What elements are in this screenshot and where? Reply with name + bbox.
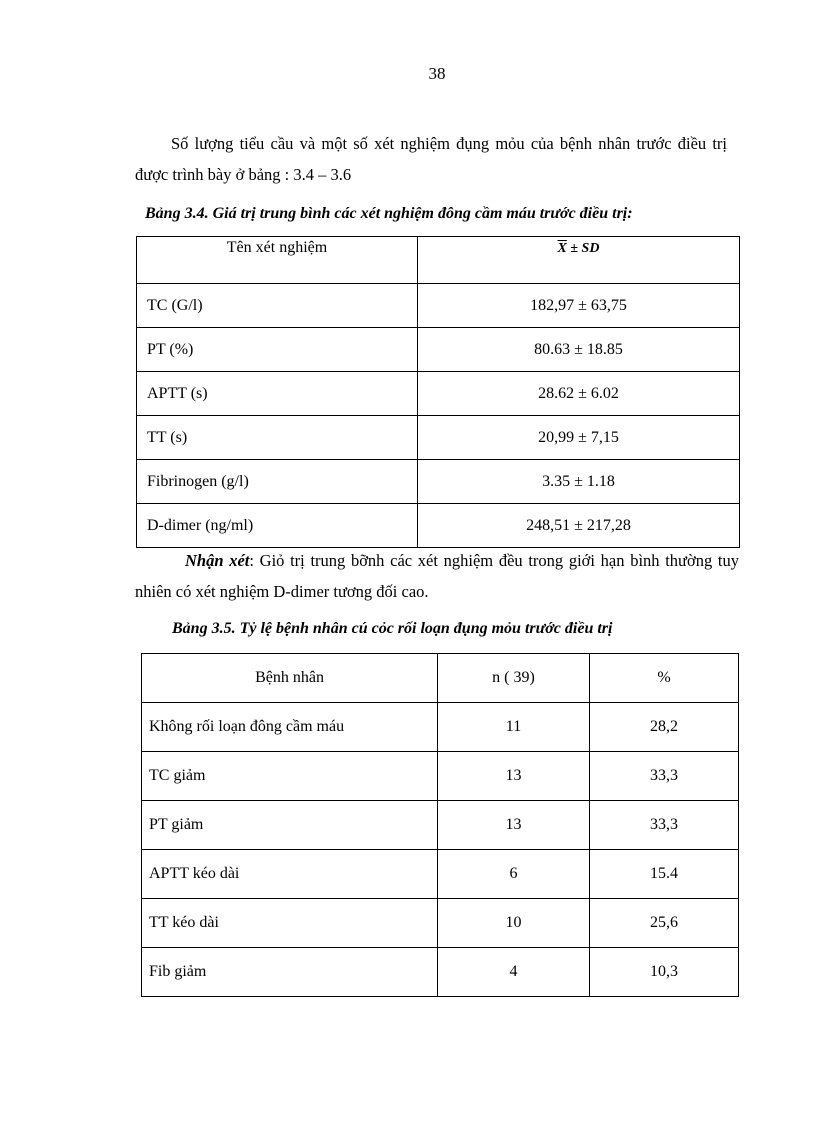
count-cell: 13 [438,801,590,850]
table-row [137,284,740,328]
header-patient: Bệnh nhân [142,654,438,703]
coagulation-disorder-table [141,653,739,997]
table-header-row [142,654,739,703]
test-value-cell: 80.63 ± 18.85 [418,328,740,372]
percent-cell: 15.4 [590,850,739,899]
table-row [142,899,739,948]
table-row [142,948,739,997]
count-cell: 13 [438,752,590,801]
count-cell: 6 [438,850,590,899]
test-value-cell: 248,51 ± 217,28 [418,504,740,548]
table-row [142,801,739,850]
percent-cell: 33,3 [590,752,739,801]
disorder-label-cell: Không rối loạn đông cầm máu [142,703,438,752]
table2-caption: Bảng 3.5. Tỷ lệ bệnh nhân cú cỏc rối loạn đụng mỏu trước điều trị [172,620,613,637]
table-header-row [137,237,740,284]
remark-paragraph [135,545,739,607]
disorder-label-cell: PT giảm [142,801,438,850]
disorder-label-cell: APTT kéo dài [142,850,438,899]
table-row [137,372,740,416]
percent-cell: 33,3 [590,801,739,850]
percent-cell: 25,6 [590,899,739,948]
header-test-name: Tên xét nghiệm [137,237,418,284]
coagulation-mean-table [136,236,740,548]
table-row [137,460,740,504]
table-row [137,416,740,460]
mean-symbol: $\overline{X}$ [557,241,567,256]
test-name-cell: APTT (s) [137,372,418,416]
percent-cell: 28,2 [590,703,739,752]
remark-text: : Giỏ trị trung bỡnh các xét nghiệm đều trong giới hạn bình thường tuy nhiên có xét nghiệm D-dimer tương đối cao. [135,551,739,601]
intro-paragraph: Số lượng tiểu cầu và một số xét nghiệm đụng mỏu của bệnh nhân trước điều trị được trình bày ở bảng : 3.4 – 3.6 [135,134,727,184]
test-value-cell: 3.35 ± 1.18 [418,460,740,504]
sd-symbol: ± SD [566,241,600,256]
table-row [137,504,740,548]
count-cell: 11 [438,703,590,752]
count-cell: 10 [438,899,590,948]
remark-label: Nhận xét [185,551,250,570]
header-percent: % [590,654,739,703]
test-value-cell: 20,99 ± 7,15 [418,416,740,460]
header-count: n ( 39) [438,654,590,703]
table-row [142,703,739,752]
test-value-cell: 182,97 ± 63,75 [418,284,740,328]
header-mean-sd [418,237,740,284]
table1-caption: Bảng 3.4. Giá trị trung bình các xét nghiệm đông cầm máu trước điều trị: [145,205,633,222]
test-name-cell: TC (G/l) [137,284,418,328]
test-name-cell: PT (%) [137,328,418,372]
table-row [142,752,739,801]
disorder-label-cell: Fib giảm [142,948,438,997]
disorder-label-cell: TC giảm [142,752,438,801]
page-number: 38 [428,64,446,83]
table-row [142,850,739,899]
test-name-cell: Fibrinogen (g/l) [137,460,418,504]
disorder-label-cell: TT kéo dài [142,899,438,948]
percent-cell: 10,3 [590,948,739,997]
count-cell: 4 [438,948,590,997]
test-name-cell: D-dimer (ng/ml) [137,504,418,548]
test-value-cell: 28.62 ± 6.02 [418,372,740,416]
table-row [137,328,740,372]
test-name-cell: TT (s) [137,416,418,460]
